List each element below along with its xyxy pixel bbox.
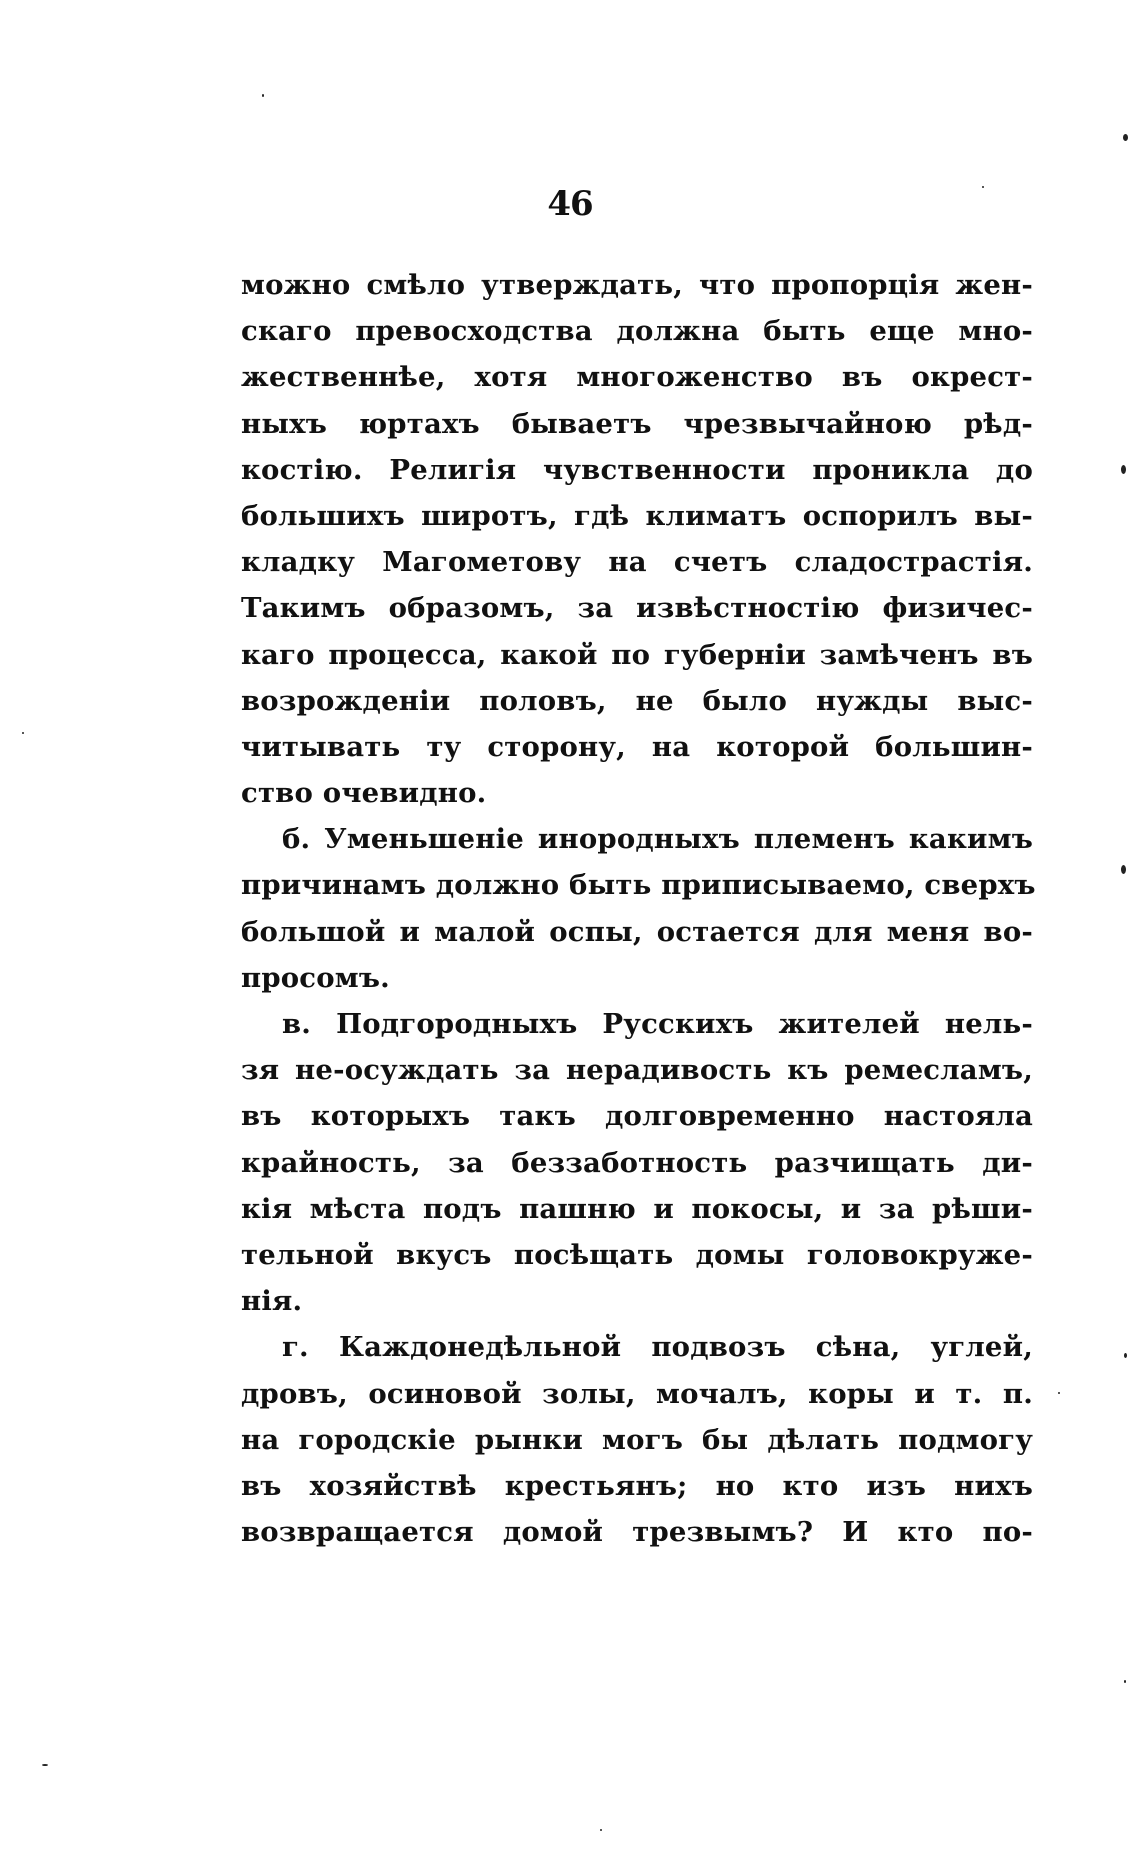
scan-speck [42,1764,48,1766]
scan-speck [1058,1392,1060,1394]
scan-speck [262,94,264,97]
scan-speck [1121,865,1126,874]
text-line: въ хозяйствѣ крестьянъ; но кто изъ нихъ [241,1469,1033,1502]
text-line: зя не-осуждать за нерадивость къ ремесламъ, [241,1054,1033,1087]
text-line: можно смѣло утверждать, что пропорція жен- [241,269,1033,301]
text-line: тельной вкусъ посѣщать домы головокруже- [241,1238,1033,1271]
paragraph-b-first-line: б. Уменьшеніе инородныхъ племенъ какимъ [282,823,1033,856]
text-line: большихъ широтъ, гдѣ климатъ оспорилъ вы- [241,499,1033,532]
text-line: костію. Религія чувственности проникла до [241,453,1033,486]
text-line: ство очевидно. [241,777,487,810]
scan-speck [1124,1353,1127,1358]
page-number: 46 [547,184,593,224]
text-line: просомъ. [241,961,390,994]
paragraph-v-first-line: в. Подгородныхъ Русскихъ жителей нель- [282,1008,1033,1040]
text-line: въ которыхъ такъ долговременно настояла [241,1100,1033,1133]
scan-speck [600,1829,602,1831]
text-line: возвращается домой трезвымъ? И кто по- [241,1516,1033,1549]
scan-speck [1121,465,1126,474]
text-line: жественнѣе, хотя многоженство въ окрест- [241,361,1033,394]
text-line: скаго превосходства должна быть еще мно- [241,315,1033,348]
body-text [241,262,1036,1555]
text-line: кія мѣста подъ пашню и покосы, и за рѣши- [241,1192,1033,1225]
text-line: читывать ту сторону, на которой большин- [241,730,1033,763]
text-line: дровъ, осиновой золы, мочалъ, коры и т. п. [241,1377,1033,1410]
paragraph-g-first-line: г. Каждонедѣльной подвозъ сѣна, углей, [282,1331,1033,1364]
text-line: кладку Магометову на счетъ сладострастія. [241,546,1033,579]
text-line: на городскіе рынки могъ бы дѣлать подмогу [241,1423,1033,1456]
scan-speck [1124,1680,1126,1683]
text-line: причинамъ должно быть приписываемо, сверхъ [241,869,1036,902]
text-line: крайность, за беззаботность разчищать ди- [241,1146,1033,1179]
scan-speck [22,732,24,734]
text-line: нія. [241,1285,303,1318]
scan-speck [1123,134,1128,141]
text-line: ныхъ юртахъ бываетъ чрезвычайною рѣд- [241,407,1033,440]
text-line: большой и малой оспы, остается для меня во- [241,915,1033,948]
text-line: возрожденіи половъ, не было нужды выс- [241,684,1033,717]
scan-speck [982,186,984,188]
text-line: каго процесса, какой по губерніи замѣченъ въ [241,638,1033,671]
text-line: Такимъ образомъ, за извѣстностію физичес- [241,592,1033,625]
